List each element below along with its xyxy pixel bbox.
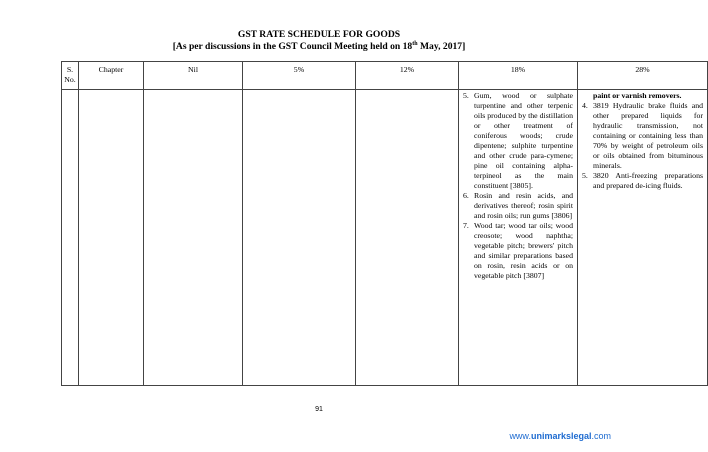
- website-link[interactable]: [509, 431, 611, 441]
- list-item: [582, 101, 703, 171]
- list-item: [582, 171, 703, 191]
- item-number: 4.: [582, 101, 588, 110]
- cell-sno: [62, 90, 79, 386]
- item-number: 6.: [463, 191, 469, 200]
- website-name: unimarkslegal: [530, 431, 592, 441]
- cell-28pct: [578, 90, 708, 386]
- column-header-18pct: 18%: [459, 62, 578, 90]
- subtitle-superscript: th: [412, 40, 418, 47]
- item-text: Gum, wood or sulphate turpentine and other terpenic oils produced by the distillation or other treatment of coniferous woods; crude dipentene; sulphite turpentine and other crude para-cymene; pine oil containing alpha-terpineol as the main constituent [3805].: [474, 91, 573, 190]
- list-item: [463, 191, 573, 221]
- list-item: [463, 91, 573, 191]
- page-number: 91: [315, 406, 323, 413]
- column-header-sno: S. No.: [62, 62, 79, 90]
- column-header-chapter: Chapter: [79, 62, 144, 90]
- cell-5pct: [243, 90, 356, 386]
- document-title: GST RATE SCHEDULE FOR GOODS: [237, 29, 401, 40]
- cell-nil: [144, 90, 243, 386]
- list-item-continuation: [582, 91, 703, 101]
- table-row: [62, 90, 708, 386]
- table-header-row: [62, 62, 708, 90]
- website-suffix: .com: [591, 431, 611, 441]
- subtitle-part-2: May, 2017]: [417, 41, 466, 52]
- rate-schedule-table: [61, 61, 708, 386]
- column-header-5pct: 5%: [243, 62, 356, 90]
- item-number: 7.: [463, 221, 469, 230]
- item-text: 3819 Hydraulic brake fluids and other prepared liquids for hydraulic transmission, not containing or containing less than 70% by weight of petroleum oils or oils obtained from bituminous minerals.: [593, 101, 703, 170]
- column-header-12pct: 12%: [356, 62, 459, 90]
- item-number: 5.: [463, 91, 469, 100]
- document-subtitle: [0, 41, 638, 53]
- subtitle-part-1: [As per discussions in the GST Council Meeting held on 18: [172, 41, 413, 52]
- item-text: paint or varnish removers.: [593, 91, 682, 100]
- cell-chapter: [79, 90, 144, 386]
- item-text: Rosin and resin acids, and derivatives thereof; rosin spirit and rosin oils; run gums [3806]: [474, 191, 573, 220]
- item-text: 3820 Anti-freezing preparations and prepared de-icing fluids.: [593, 171, 703, 190]
- column-header-nil: Nil: [144, 62, 243, 90]
- cell-18pct: [459, 90, 578, 386]
- list-item: [463, 221, 573, 281]
- item-number: 5.: [582, 171, 588, 180]
- item-text: Wood tar; wood tar oils; wood creosote; wood naphtha; vegetable pitch; brewers' pitch and similar preparations based on rosin, resin acids or on vegetable pitch [3807]: [474, 221, 573, 280]
- website-prefix: www.: [509, 431, 531, 441]
- cell-12pct: [356, 90, 459, 386]
- column-header-28pct: 28%: [578, 62, 708, 90]
